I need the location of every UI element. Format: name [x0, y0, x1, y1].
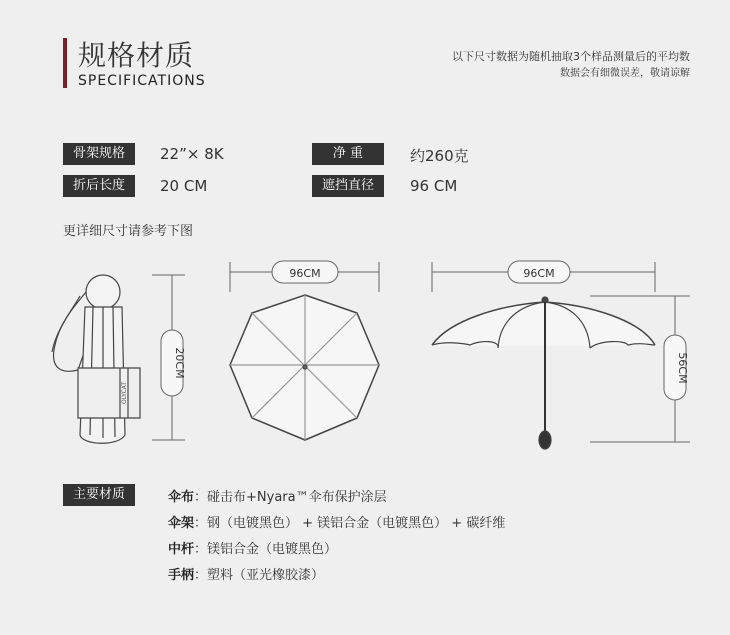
measurement-note: 以下尺寸数据为随机抽取3个样品测量后的平均数: [452, 50, 690, 63]
brand-label: OLYCAT: [121, 381, 128, 405]
spec-label-diameter: 遮挡直径: [312, 175, 384, 197]
side-diameter-label: 96CM: [523, 267, 555, 280]
top-diameter-label: 96CM: [289, 267, 321, 280]
material-row-frame: [168, 512, 505, 531]
material-text: ：碰击布+Nyara™伞布保护涂层: [194, 490, 387, 505]
height-label: 56CM: [676, 352, 689, 384]
material-text: ：钢（电镀黑色） + 镁铝合金（电镀黑色） + 碳纤维: [194, 516, 506, 531]
folded-umbrella-drawing: [52, 275, 140, 443]
material-text: ：塑料（亚光橡胶漆）: [194, 568, 325, 583]
material-row-shaft: [168, 538, 337, 557]
spec-value-weight: 约260克: [410, 147, 469, 165]
material-label: 伞布: [168, 490, 195, 505]
umbrella-side-view: [432, 297, 655, 449]
material-row-handle: [168, 564, 324, 583]
folded-length-label: 20CM: [173, 347, 186, 379]
materials-heading: 主要材质: [63, 484, 135, 506]
spec-value-folded: 20 CM: [160, 177, 208, 195]
measurement-disclaimer: 数据会有细微误差，敬请谅解: [560, 68, 690, 79]
page-subtitle: SPECIFICATIONS: [78, 73, 206, 89]
umbrella-top-view: [230, 295, 379, 440]
material-text: ：镁铝合金（电镀黑色）: [194, 542, 338, 557]
spec-label-weight: 净 重: [312, 143, 384, 165]
spec-value-frame: 22”× 8K: [160, 145, 224, 163]
material-label: 伞架: [168, 516, 195, 531]
material-label: 手柄: [168, 568, 195, 583]
page-title: 规格材质: [78, 39, 195, 72]
spec-label-folded: 折后长度: [63, 175, 135, 197]
spec-label-frame: 骨架规格: [63, 143, 135, 165]
more-details-note: 更详细尺寸请参考下图: [63, 224, 194, 239]
material-label: 中杆: [168, 542, 195, 557]
material-row-canopy: [168, 486, 387, 505]
spec-value-diameter: 96 CM: [410, 177, 458, 195]
